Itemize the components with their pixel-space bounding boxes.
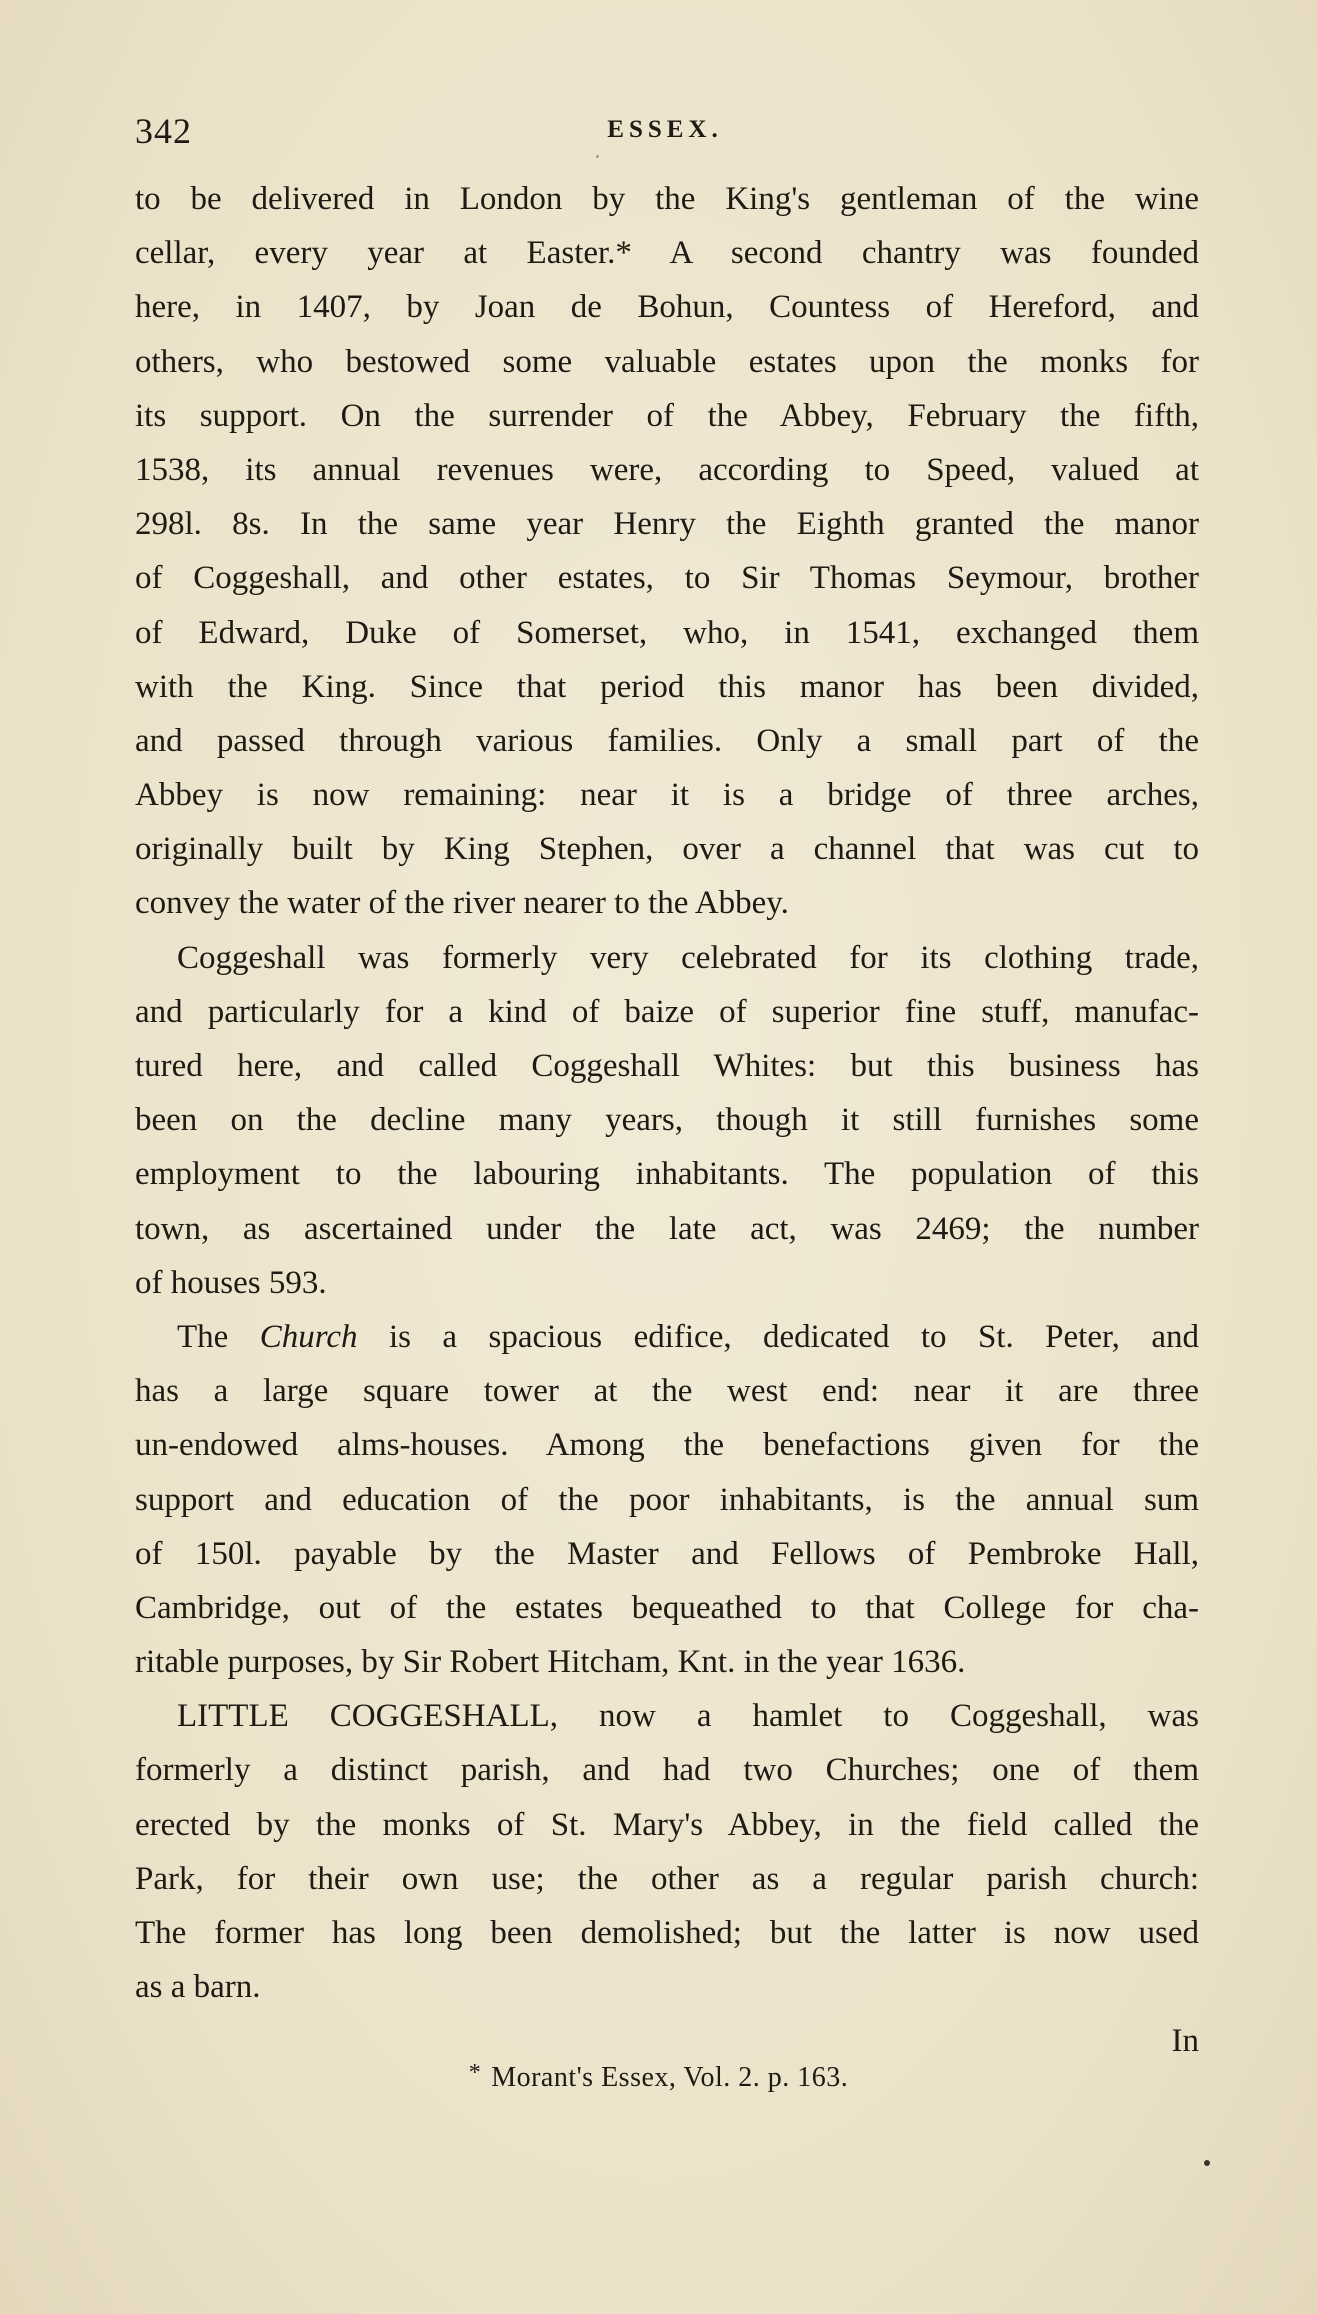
text-line: and passed through various families. Only a small part of the: [135, 722, 1199, 759]
footnote: [0, 2060, 1317, 2094]
text-line: erected by the monks of St. Mary's Abbey, in the field called the: [135, 1806, 1199, 1843]
footnote-text: Morant's Essex, Vol. 2. p. 163.: [491, 2062, 849, 2093]
text-line: here, in 1407, by Joan de Bohun, Countess of Hereford, and: [135, 289, 1199, 326]
church-line-rest: is a spacious edifice, dedicated to St. Peter, and: [388, 1318, 1199, 1355]
footnote-marker: *: [468, 2060, 482, 2086]
text-line: support and education of the poor inhabitants, is the annual sum: [135, 1481, 1199, 1518]
text-line: The former has long been demolished; but the latter is now used: [135, 1915, 1199, 1951]
text-line: others, who bestowed some valuable estates upon the monks for: [135, 343, 1199, 380]
text-line: formerly a distinct parish, and had two Churches; one of them: [135, 1752, 1199, 1789]
page-number: 342: [135, 111, 192, 151]
text-line: of 150l. payable by the Master and Fellows of Pembroke Hall,: [135, 1535, 1199, 1572]
text-line: 1538, its annual revenues were, according to Speed, valued at: [135, 451, 1199, 488]
text-line: employment to the labouring inhabitants. The population of this: [135, 1156, 1199, 1193]
text-line: originally built by King Stephen, over a channel that was cut to: [135, 831, 1199, 868]
body-text: [135, 172, 1199, 2069]
text-line: cellar, every year at Easter.* A second chantry was founded: [135, 235, 1199, 272]
paragraph-start-line: Coggeshall was formerly very celebrated for its clothing trade,: [177, 939, 1199, 976]
text-line: with the King. Since that period this manor has been divided,: [135, 668, 1199, 705]
paragraph-end-line: as a barn.: [135, 1969, 261, 2006]
paragraph-start-line: [135, 1310, 1199, 1364]
text-line: 298l. 8s. In the same year Henry the Eighth granted the manor: [135, 506, 1199, 543]
text-line: Park, for their own use; the other as a regular parish church:: [135, 1860, 1199, 1897]
paragraph-end-line: ritable purposes, by Sir Robert Hitcham, Knt. in the year 1636.: [135, 1644, 966, 1681]
paragraph-end-line: of houses 593.: [135, 1264, 327, 1301]
page-header: [135, 110, 1195, 160]
text-line: and particularly for a kind of baize of superior fine stuff, manufac-: [135, 993, 1199, 1030]
text-line: Abbey is now remaining: near it is a bridge of three arches,: [135, 777, 1199, 814]
church-italic-word: Church: [259, 1318, 358, 1355]
text-line: of Coggeshall, and other estates, to Sir Thomas Seymour, brother: [135, 560, 1199, 597]
text-line: town, as ascertained under the late act, was 2469; the number: [135, 1210, 1199, 1247]
church-prefix: The: [177, 1318, 229, 1355]
text-line: Cambridge, out of the estates bequeathed to that College for cha-: [135, 1589, 1199, 1626]
ink-speck: [1204, 2160, 1210, 2166]
text-line: to be delivered in London by the King's gentleman of the wine: [135, 181, 1199, 217]
text-line: tured here, and called Coggeshall Whites: but this business has: [135, 1048, 1199, 1084]
paragraph-start-line: LITTLE COGGESHALL, now a hamlet to Coggeshall, was: [177, 1698, 1199, 1735]
running-title: ESSEX.: [607, 116, 723, 143]
paragraph-end-line: convey the water of the river nearer to the Abbey.: [135, 885, 789, 922]
text-line: has a large square tower at the west end: near it are three: [135, 1373, 1199, 1410]
text-line: un-endowed alms-houses. Among the benefactions given for the: [135, 1427, 1199, 1464]
text-line: its support. On the surrender of the Abbey, February the fifth,: [135, 397, 1199, 434]
text-line: been on the decline many years, though it still furnishes some: [135, 1102, 1199, 1139]
ink-speck: [596, 155, 599, 158]
text-line: of Edward, Duke of Somerset, who, in 1541, exchanged them: [135, 614, 1199, 651]
catchword: In: [1171, 2023, 1199, 2060]
